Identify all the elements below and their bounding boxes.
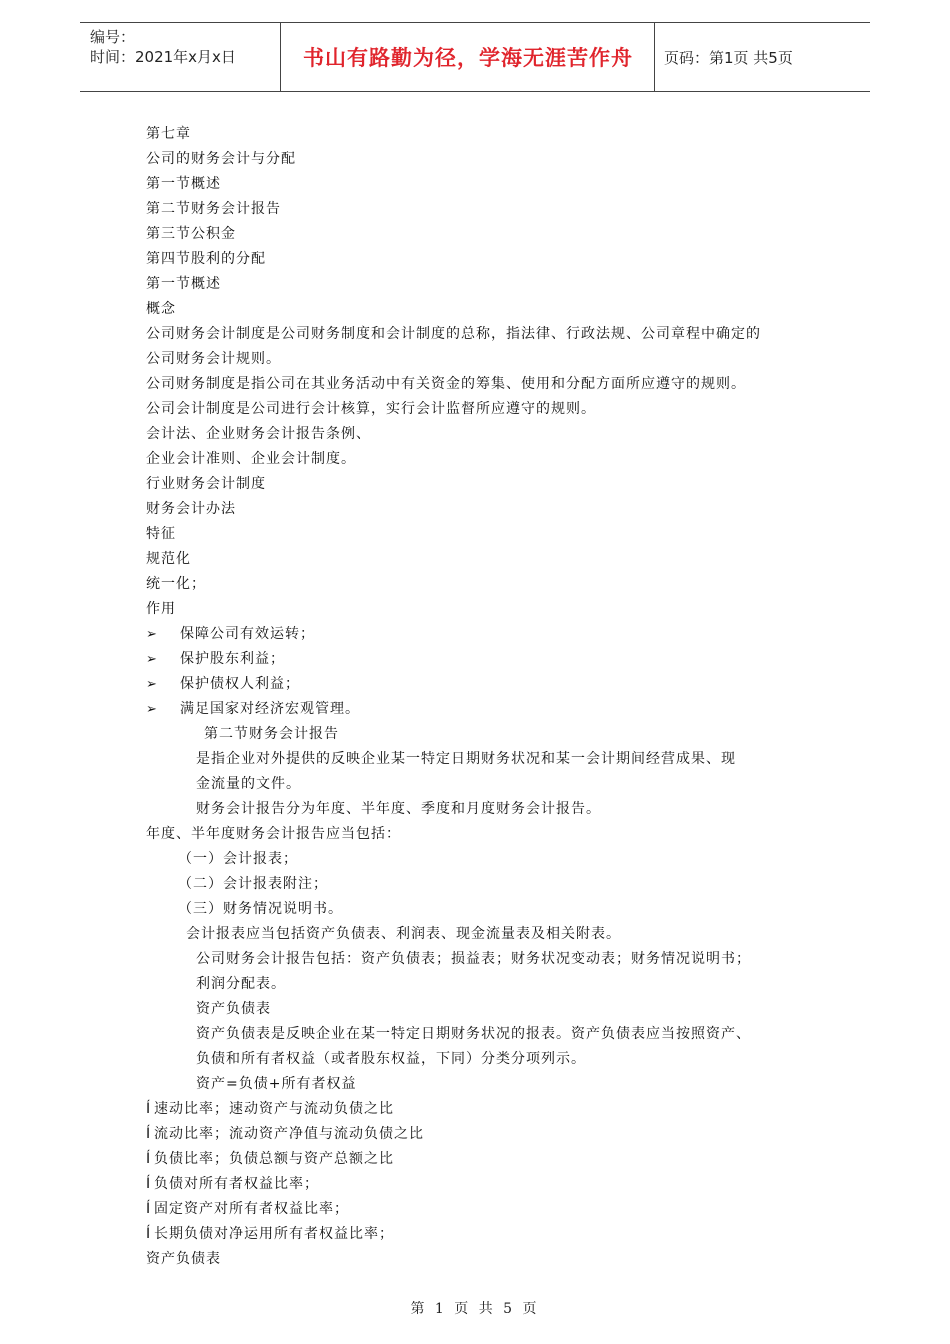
ratio-text: 速动比率；速动资产与流动负债之比 [154, 1101, 394, 1117]
bullet-item [146, 647, 826, 672]
paragraph-line: 行业财务会计制度 [146, 476, 266, 492]
bullet-item [146, 622, 826, 647]
paragraph-line: 企业会计准则、企业会计制度。 [146, 451, 356, 467]
ratio-mark-icon: Í [146, 1101, 152, 1117]
paragraph-line: 公司财务会计规则。 [146, 351, 281, 367]
header-page-info: 页码：第1页 共5页 [664, 48, 793, 67]
arrow-bullet-icon: ➢ [146, 677, 158, 692]
ratio-item [146, 1222, 826, 1247]
ratio-text: 负债对所有者权益比率； [154, 1176, 319, 1192]
header-meta [90, 27, 280, 67]
sub-heading: 概念 [146, 301, 176, 317]
ratio-item [146, 1197, 826, 1222]
paragraph-line: 公司财务会计报告包括：资产负债表；损益表；财务状况变动表；财务情况说明书； [196, 951, 751, 967]
paragraph-line: 财务会计报告分为年度、半年度、季度和月度财务会计报告。 [196, 801, 601, 817]
list-item: （一）会计报表； [178, 851, 298, 867]
arrow-bullet-icon: ➢ [146, 652, 158, 667]
ratio-mark-icon: Í [146, 1226, 152, 1242]
paragraph-line: 会计报表应当包括资产负债表、利润表、现金流量表及相关附表。 [186, 926, 621, 942]
bullet-item [146, 697, 826, 722]
paragraph-line: 资产负债表是反映企业在某一特定日期财务状况的报表。资产负债表应当按照资产、 [196, 1026, 751, 1042]
ratio-item [146, 1172, 826, 1197]
ratio-mark-icon: Í [146, 1126, 152, 1142]
section-heading: 第二节财务会计报告 [204, 726, 339, 742]
paragraph-line: 财务会计办法 [146, 501, 236, 517]
list-item: （三）财务情况说明书。 [178, 901, 343, 917]
sub-heading: 特征 [146, 526, 176, 542]
ratio-text: 流动比率；流动资产净值与流动负债之比 [154, 1126, 424, 1142]
ratio-text: 固定资产对所有者权益比率； [154, 1201, 349, 1217]
header-divider [654, 23, 655, 91]
sub-heading: 资产负债表 [196, 1001, 271, 1017]
toc-item: 第一节概述 [146, 176, 221, 192]
paragraph-line: 年度、半年度财务会计报告应当包括： [146, 826, 401, 842]
formula-line: 资产=负债+所有者权益 [196, 1076, 357, 1092]
paragraph-line: 统一化； [146, 576, 206, 592]
bullet-text: 保障公司有效运转； [180, 626, 315, 642]
paragraph-line: 公司财务制度是指公司在其业务活动中有关资金的筹集、使用和分配方面所应遵守的规则。 [146, 376, 746, 392]
paragraph-line: 金流量的文件。 [196, 776, 301, 792]
paragraph-line: 公司财务会计制度是公司财务制度和会计制度的总称，指法律、行政法规、公司章程中确定的 [146, 326, 761, 342]
page-footer: 第 1 页 共 5 页 [410, 1301, 540, 1317]
ratio-text: 负债比率；负债总额与资产总额之比 [154, 1151, 394, 1167]
sub-heading: 资产负债表 [146, 1251, 221, 1267]
ratio-item [146, 1097, 826, 1122]
bullet-text: 保护债权人利益； [180, 676, 300, 692]
ratio-item [146, 1122, 826, 1147]
arrow-bullet-icon: ➢ [146, 702, 158, 717]
toc-item: 第四节股利的分配 [146, 251, 266, 267]
bullet-item [146, 672, 826, 697]
header-divider [280, 23, 281, 91]
chapter-subtitle: 公司的财务会计与分配 [146, 151, 296, 167]
chapter-title: 第七章 [146, 126, 191, 142]
bullet-text: 满足国家对经济宏观管理。 [180, 701, 360, 717]
document-body [146, 122, 826, 1272]
page-header [80, 22, 870, 92]
paragraph-line: 利润分配表。 [196, 976, 286, 992]
ratio-mark-icon: Í [146, 1201, 152, 1217]
sub-heading: 作用 [146, 601, 176, 617]
paragraph-line: 会计法、企业财务会计报告条例、 [146, 426, 371, 442]
list-item: （二）会计报表附注； [178, 876, 328, 892]
ratio-item [146, 1147, 826, 1172]
number-label: 编号： [90, 28, 136, 46]
time-label: 时间：2021年x月x日 [90, 48, 236, 66]
paragraph-line: 负债和所有者权益（或者股东权益，下同）分类分项列示。 [196, 1051, 586, 1067]
ratio-mark-icon: Í [146, 1176, 152, 1192]
ratio-text: 长期负债对净运用所有者权益比率； [154, 1226, 394, 1242]
toc-item: 第三节公积金 [146, 226, 236, 242]
paragraph-line: 规范化 [146, 551, 191, 567]
paragraph-line: 是指企业对外提供的反映企业某一特定日期财务状况和某一会计期间经营成果、现 [196, 751, 736, 767]
toc-item: 第二节财务会计报告 [146, 201, 281, 217]
ratio-mark-icon: Í [146, 1151, 152, 1167]
arrow-bullet-icon: ➢ [146, 627, 158, 642]
section-heading: 第一节概述 [146, 276, 221, 292]
paragraph-line: 公司会计制度是公司进行会计核算，实行会计监督所应遵守的规则。 [146, 401, 596, 417]
header-motto: 书山有路勤为径，学海无涯苦作舟 [303, 46, 633, 70]
bullet-text: 保护股东利益； [180, 651, 285, 667]
